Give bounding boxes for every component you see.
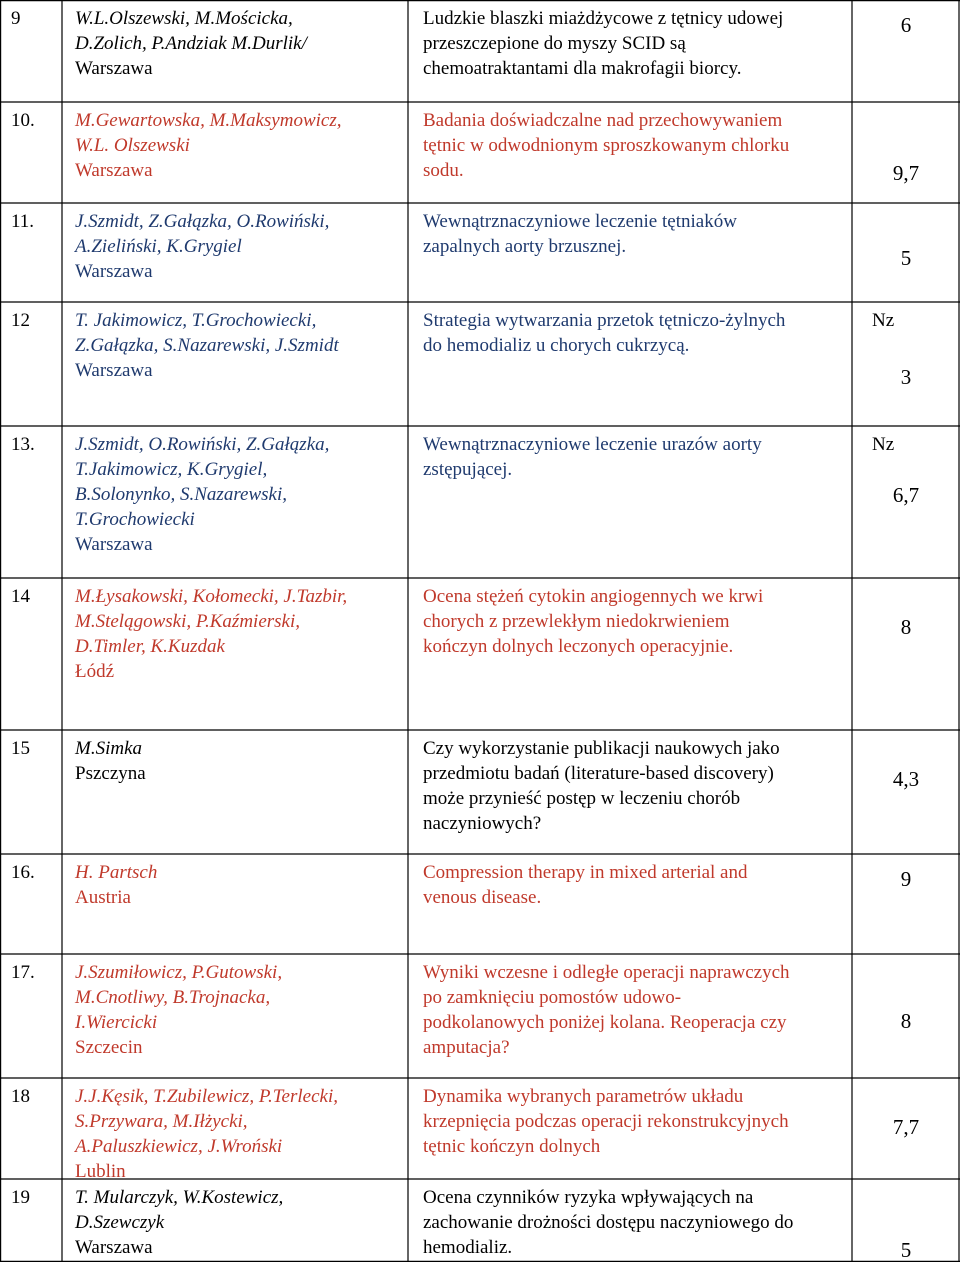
row-score-cell: [852, 308, 960, 426]
author-line: D.Zolich, P.Andziak M.Durlik/: [75, 33, 307, 54]
title-line: zachowanie drożności dostępu naczyniowego do: [423, 1212, 794, 1233]
row-title: [423, 1084, 853, 1159]
author-line: I.Wiercicki: [75, 1012, 158, 1033]
row-number: 18: [11, 1086, 30, 1107]
author-line: S.Przywara, M.Iłżycki,: [75, 1111, 248, 1132]
title-line: chemoatraktantami dla makrofagii biorcy.: [423, 58, 742, 79]
title-line: tętnic kończyn dolnych: [423, 1136, 601, 1157]
row-authors: [75, 308, 405, 383]
row-city: Warszawa: [75, 58, 153, 79]
author-line: J.Szumiłowicz, P.Gutowski,: [75, 962, 283, 983]
row-score: 5: [900, 246, 912, 270]
title-line: Dynamika wybranych parametrów układu: [423, 1086, 744, 1107]
title-line: venous disease.: [423, 887, 542, 908]
row-score: 6: [900, 13, 912, 37]
title-line: naczyniowych?: [423, 813, 542, 834]
row-title: [423, 308, 853, 358]
row-number: 13.: [11, 434, 35, 455]
row-score-cell: [852, 1185, 960, 1262]
title-line: tętnic w odwodnionym sproszkowanym chlorku: [423, 135, 790, 156]
table-row: [0, 203, 960, 302]
author-line: T. Jakimowicz, T.Grochowiecki,: [75, 310, 317, 331]
row-score-cell: [852, 584, 960, 730]
title-line: Ocena stężeń cytokin angiogennych we krwi: [423, 586, 764, 607]
row-number: 17.: [11, 962, 35, 983]
table-row: [0, 954, 960, 1078]
row-title: [423, 432, 853, 482]
row-score-cell: [852, 960, 960, 1078]
row-score: 4,3: [892, 767, 920, 791]
title-line: chorych z przewlekłym niedokrwieniem: [423, 611, 730, 632]
row-city: Pszczyna: [75, 763, 146, 784]
title-line: amputacja?: [423, 1037, 510, 1058]
row-authors: [75, 1084, 405, 1184]
row-city: Szczecin: [75, 1037, 143, 1058]
title-line: krzepnięcia podczas operacji rekonstrukcyjnych: [423, 1111, 789, 1132]
row-score: 7,7: [892, 1115, 920, 1139]
row-authors: [75, 736, 405, 786]
row-number: 19: [11, 1187, 30, 1208]
row-number: 12: [11, 310, 30, 331]
author-line: B.Solonynko, S.Nazarewski,: [75, 484, 287, 505]
author-line: J.Szmidt, Z.Gałązka, O.Rowiński,: [75, 211, 330, 232]
title-line: przedmiotu badań (literature-based discovery): [423, 763, 774, 784]
author-line: T.Jakimowicz, K.Grygiel,: [75, 459, 268, 480]
row-city: Warszawa: [75, 1237, 153, 1258]
author-line: J.Szmidt, O.Rowiński, Z.Gałązka,: [75, 434, 330, 455]
author-line: T. Mularczyk, W.Kostewicz,: [75, 1187, 284, 1208]
title-line: zstępującej.: [423, 459, 513, 480]
author-line: M.Gewartowska, M.Maksymowicz,: [75, 110, 342, 131]
row-number: 16.: [11, 862, 35, 883]
row-number: 9: [11, 8, 21, 29]
table-row: [0, 102, 960, 203]
row-score-cell: [852, 6, 960, 102]
row-city: Warszawa: [75, 534, 153, 555]
row-score-cell: [852, 736, 960, 854]
author-line: M.Cnotliwy, B.Trojnacka,: [75, 987, 271, 1008]
table-row: [0, 0, 960, 102]
row-score: 8: [900, 615, 912, 639]
row-authors: [75, 960, 405, 1060]
table-row: [0, 1179, 960, 1262]
title-line: do hemodializ u chorych cukrzycą.: [423, 335, 690, 356]
row-authors: [75, 1185, 405, 1260]
title-line: Compression therapy in mixed arterial and: [423, 862, 748, 883]
title-line: Ocena czynników ryzyka wpływających na: [423, 1187, 754, 1208]
title-line: może przynieść postęp w leczeniu chorób: [423, 788, 741, 809]
author-line: W.L.Olszewski, M.Mościcka,: [75, 8, 293, 29]
row-authors: [75, 209, 405, 284]
row-number: 11.: [11, 211, 35, 232]
row-title: [423, 584, 853, 659]
title-line: hemodializ.: [423, 1237, 513, 1258]
row-score: 9,7: [892, 161, 920, 185]
row-title: [423, 108, 853, 183]
row-title: [423, 209, 853, 259]
author-line: M.Simka: [75, 738, 143, 759]
author-line: W.L. Olszewski: [75, 135, 190, 156]
row-authors: [75, 860, 405, 910]
table-row: [0, 302, 960, 426]
table-row: [0, 1078, 960, 1182]
title-line: Wewnątrznaczyniowe leczenie urazów aorty: [423, 434, 762, 455]
row-city: Warszawa: [75, 261, 153, 282]
author-line: D.Szewczyk: [75, 1212, 165, 1233]
title-line: Wewnątrznaczyniowe leczenie tętniaków: [423, 211, 737, 232]
author-line: A.Paluszkiewicz, J.Wroński: [75, 1136, 283, 1157]
row-title: [423, 960, 853, 1060]
row-city: Lublin: [75, 1161, 126, 1182]
table-row: [0, 578, 960, 730]
title-line: Strategia wytwarzania przetok tętniczo-żylnych: [423, 310, 786, 331]
author-line: A.Zieliński, K.Grygiel: [75, 236, 242, 257]
row-authors: [75, 108, 405, 183]
author-line: T.Grochowiecki: [75, 509, 195, 530]
row-score: 8: [900, 1009, 912, 1033]
author-line: Z.Gałązka, S.Nazarewski, J.Szmidt: [75, 335, 339, 356]
row-number: 15: [11, 738, 30, 759]
row-score: 9: [900, 867, 912, 891]
row-score-cell: [852, 1084, 960, 1179]
row-score-cell: [852, 432, 960, 578]
title-line: po zamknięciu pomostów udowo-: [423, 987, 682, 1008]
author-line: D.Timler, K.Kuzdak: [75, 636, 225, 657]
row-number: 10.: [11, 110, 35, 131]
title-line: zapalnych aorty brzusznej.: [423, 236, 627, 257]
row-score-cell: [852, 209, 960, 302]
table-row: [0, 426, 960, 578]
row-score: 5: [900, 1238, 912, 1262]
title-line: Wyniki wczesne i odległe operacji naprawczych: [423, 962, 790, 983]
row-title: [423, 6, 853, 81]
row-number: 14: [11, 586, 30, 607]
author-line: J.J.Kęsik, T.Zubilewicz, P.Terlecki,: [75, 1086, 338, 1107]
title-line: Badania doświadczalne nad przechowywaniem: [423, 110, 783, 131]
title-line: podkolanowych poniżej kolana. Reoperacja czy: [423, 1012, 787, 1033]
row-score-cell: [852, 108, 960, 203]
nz-label: Nz: [872, 310, 895, 331]
row-title: [423, 1185, 853, 1260]
row-score: 3: [900, 365, 912, 389]
row-city: Łódź: [75, 661, 115, 682]
title-line: kończyn dolnych leczonych operacyjnie.: [423, 636, 734, 657]
author-line: H. Partsch: [75, 862, 158, 883]
table-row: [0, 854, 960, 954]
row-score: 6,7: [892, 483, 920, 507]
row-city: Austria: [75, 887, 131, 908]
row-city: Warszawa: [75, 160, 153, 181]
title-line: przeszczepione do myszy SCID są: [423, 33, 686, 54]
row-city: Warszawa: [75, 360, 153, 381]
row-authors: [75, 6, 405, 81]
author-line: M.Łysakowski, Kołomecki, J.Tazbir,: [75, 586, 348, 607]
row-title: [423, 736, 853, 836]
author-line: M.Stelągowski, P.Kaźmierski,: [75, 611, 301, 632]
row-authors: [75, 432, 405, 557]
nz-label: Nz: [872, 434, 895, 455]
title-line: Czy wykorzystanie publikacji naukowych jako: [423, 738, 780, 759]
title-line: sodu.: [423, 160, 464, 181]
title-line: Ludzkie blaszki miażdżycowe z tętnicy udowej: [423, 8, 784, 29]
row-authors: [75, 584, 405, 684]
table-row: [0, 730, 960, 854]
row-title: [423, 860, 853, 910]
row-score-cell: [852, 860, 960, 954]
